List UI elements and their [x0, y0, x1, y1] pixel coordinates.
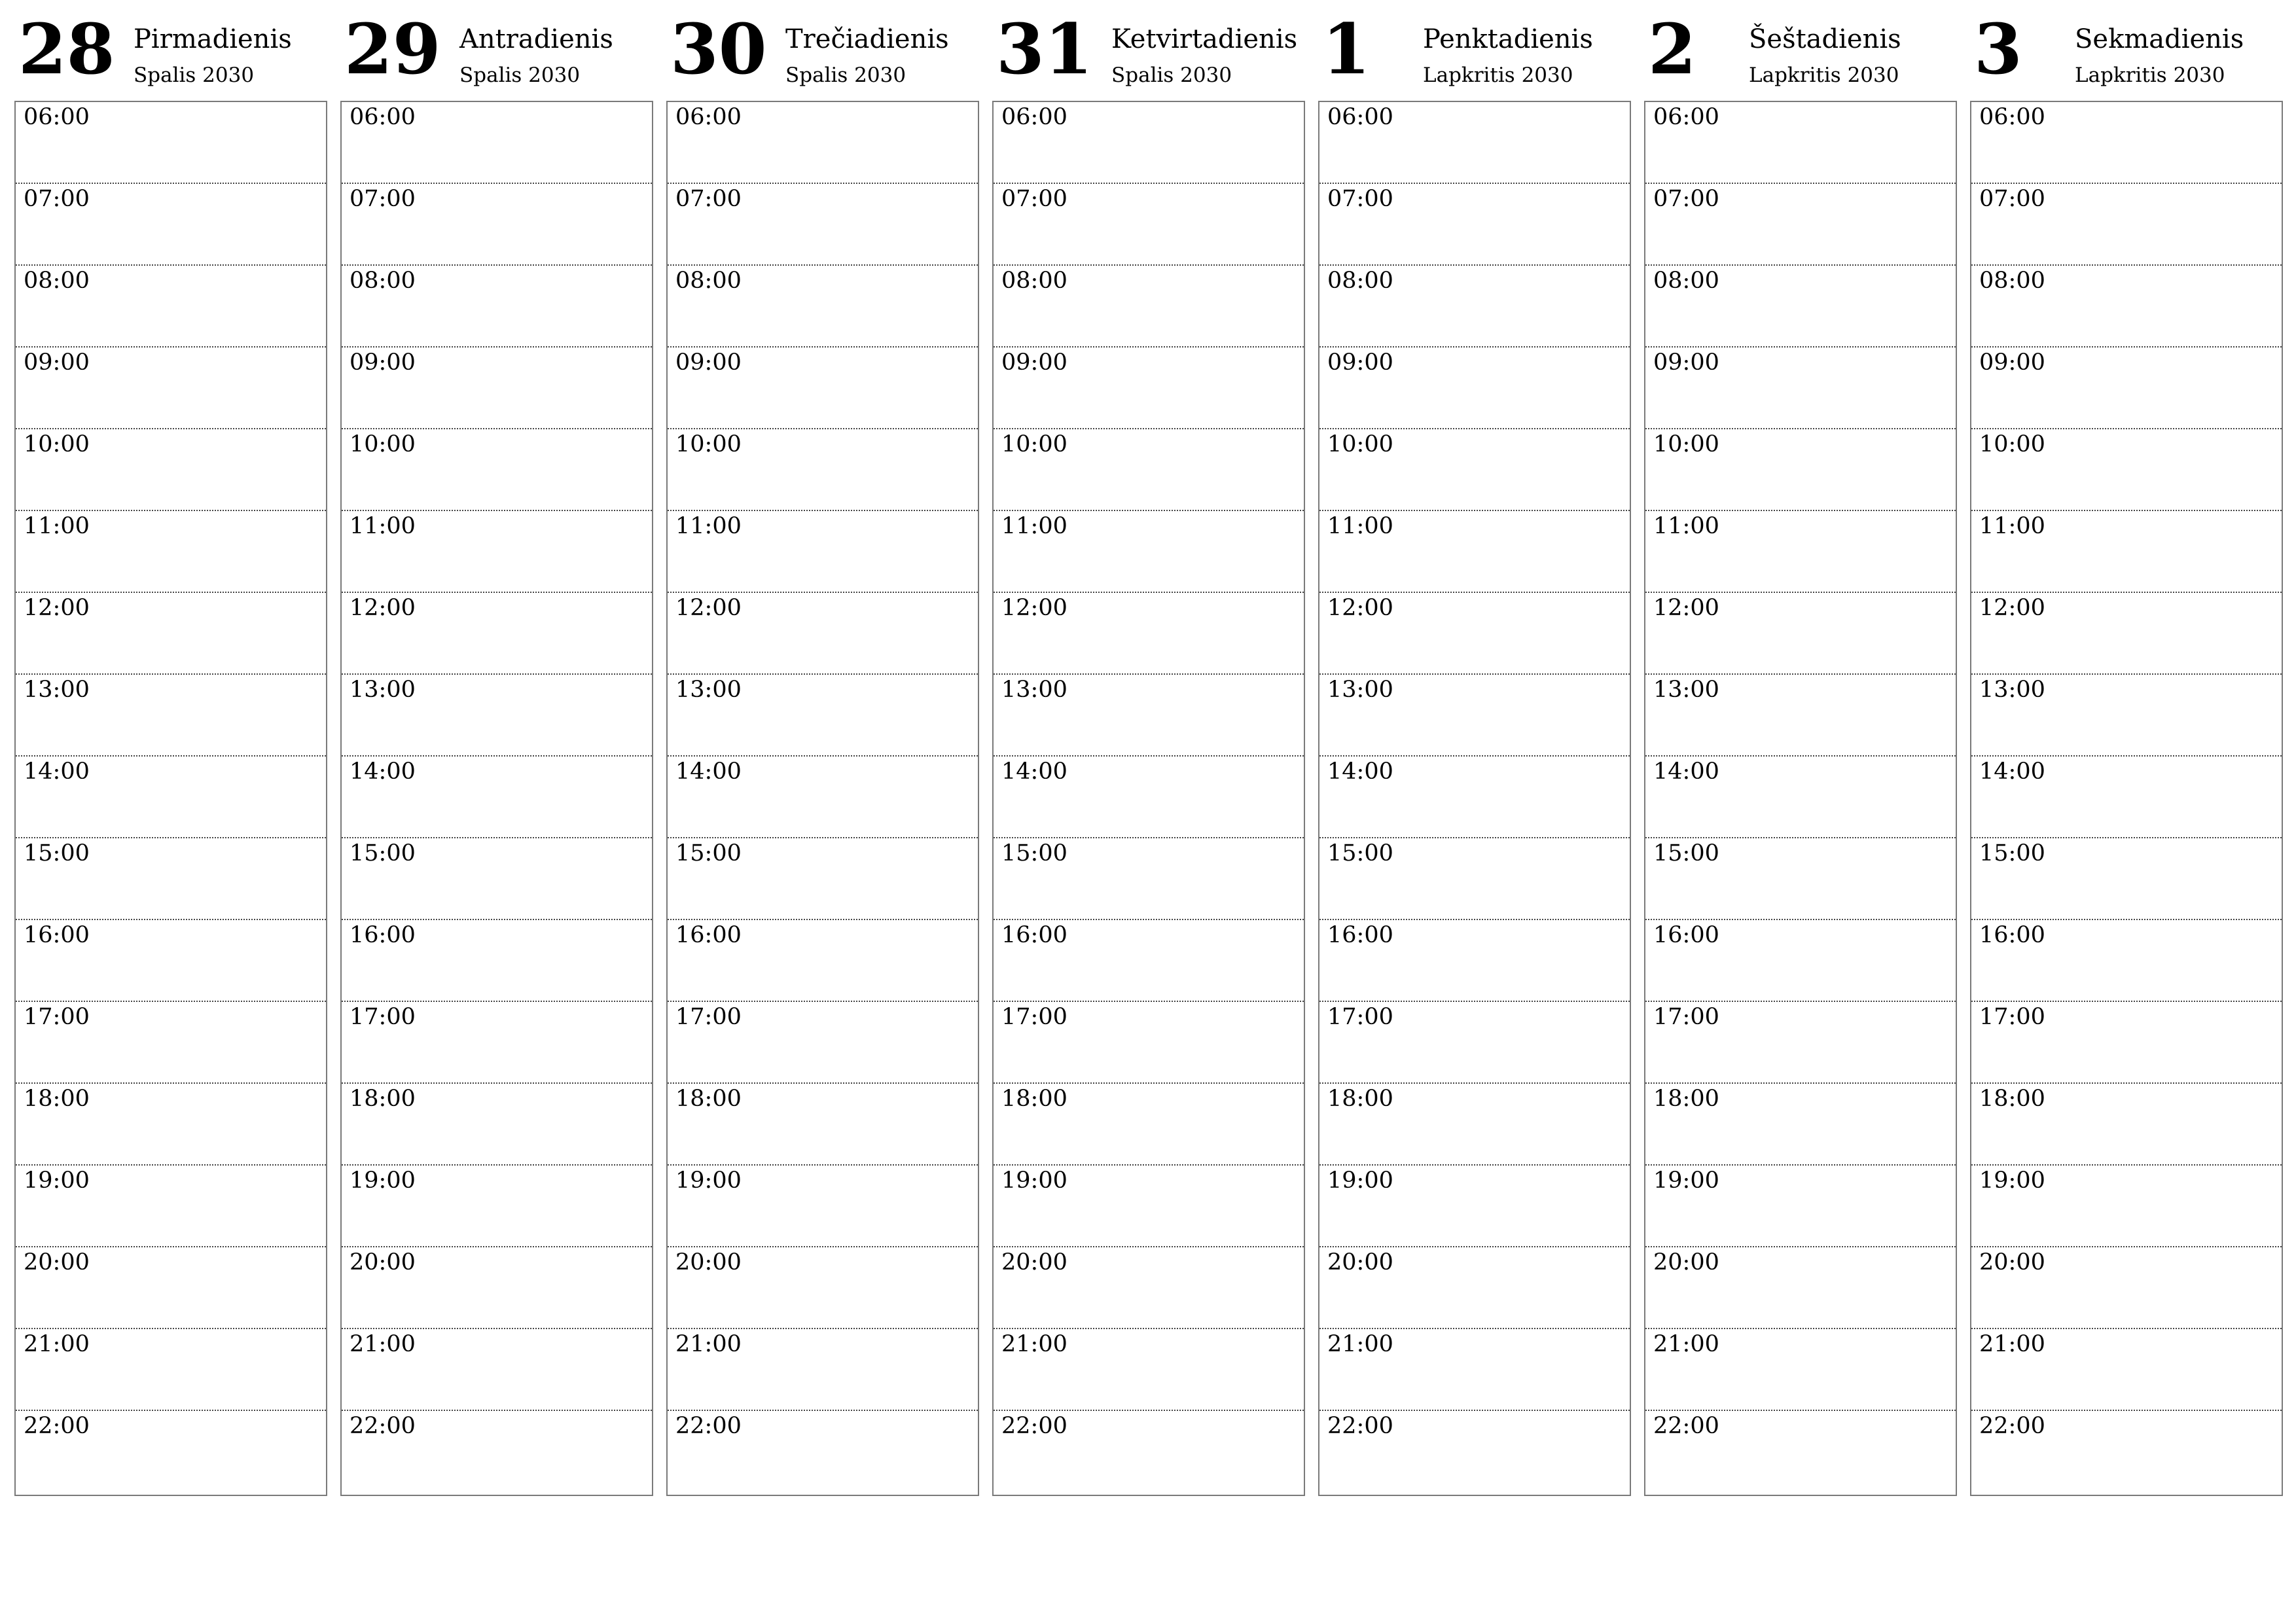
time-slot[interactable] — [1319, 919, 1630, 1002]
time-slot[interactable] — [1971, 1164, 2282, 1247]
time-label: 22:00 — [1979, 1413, 2045, 1439]
time-slot[interactable] — [994, 346, 1304, 429]
time-label: 22:00 — [350, 1413, 416, 1439]
time-label: 22:00 — [1653, 1413, 1719, 1439]
day-header — [666, 0, 979, 101]
time-slot[interactable] — [342, 1082, 652, 1166]
time-label: 19:00 — [1001, 1168, 1067, 1194]
time-slot[interactable] — [1645, 673, 1956, 757]
time-label: 18:00 — [350, 1086, 416, 1112]
time-slot[interactable] — [1645, 1082, 1956, 1166]
time-slot[interactable] — [994, 428, 1304, 511]
time-label: 14:00 — [1653, 758, 1719, 785]
time-label: 19:00 — [1979, 1168, 2045, 1194]
time-label: 06:00 — [1653, 104, 1719, 130]
time-slot[interactable] — [1645, 837, 1956, 920]
time-label: 10:00 — [675, 431, 742, 457]
time-slot[interactable] — [994, 102, 1304, 184]
time-label: 18:00 — [1653, 1086, 1719, 1112]
day-name: Antradienis — [459, 24, 613, 54]
time-slot[interactable] — [1645, 1410, 1956, 1493]
time-label: 07:00 — [1653, 186, 1719, 212]
time-label: 07:00 — [675, 186, 742, 212]
day-column — [1644, 0, 1957, 1439]
time-slot[interactable] — [1971, 1001, 2282, 1084]
time-slot[interactable] — [342, 1410, 652, 1493]
time-label: 20:00 — [24, 1249, 90, 1275]
time-label: 15:00 — [675, 840, 742, 866]
time-label: 21:00 — [24, 1331, 90, 1357]
time-label: 06:00 — [1001, 104, 1067, 130]
time-label: 09:00 — [24, 349, 90, 376]
day-month: Lapkritis 2030 — [1749, 63, 1899, 87]
time-label: 12:00 — [1327, 595, 1393, 621]
time-slot[interactable] — [1971, 837, 2282, 920]
time-label: 11:00 — [675, 513, 742, 539]
time-label: 22:00 — [24, 1413, 90, 1439]
time-slot[interactable] — [994, 837, 1304, 920]
day-header — [1970, 0, 2283, 101]
time-slot[interactable] — [668, 1410, 978, 1493]
day-number: 1 — [1322, 8, 1371, 90]
time-slot[interactable] — [1971, 428, 2282, 511]
time-label: 16:00 — [1001, 922, 1067, 948]
time-slot[interactable] — [1971, 919, 2282, 1002]
day-header — [14, 0, 327, 101]
time-slot[interactable] — [16, 510, 326, 593]
day-month: Spalis 2030 — [459, 63, 581, 87]
time-label: 18:00 — [1979, 1086, 2045, 1112]
time-label: 15:00 — [1979, 840, 2045, 866]
time-label: 19:00 — [1653, 1168, 1719, 1194]
time-label: 11:00 — [1327, 513, 1393, 539]
day-name: Trečiadienis — [785, 24, 949, 54]
time-slot[interactable] — [1971, 755, 2282, 838]
time-label: 14:00 — [1327, 758, 1393, 785]
time-label: 12:00 — [675, 595, 742, 621]
day-month: Spalis 2030 — [134, 63, 255, 87]
day-column — [1970, 0, 2283, 1439]
time-slot[interactable] — [16, 428, 326, 511]
time-label: 18:00 — [675, 1086, 742, 1112]
time-label: 21:00 — [350, 1331, 416, 1357]
time-slot[interactable] — [1645, 1164, 1956, 1247]
time-label: 09:00 — [1001, 349, 1067, 376]
time-slot[interactable] — [668, 428, 978, 511]
day-schedule-box — [992, 101, 1305, 1496]
time-slot[interactable] — [1971, 592, 2282, 675]
time-label: 20:00 — [1327, 1249, 1393, 1275]
time-slot[interactable] — [1971, 1246, 2282, 1329]
time-slot[interactable] — [1319, 755, 1630, 838]
day-number: 2 — [1648, 8, 1696, 90]
time-label: 14:00 — [675, 758, 742, 785]
day-name: Penktadienis — [1423, 24, 1593, 54]
day-schedule-box — [1970, 101, 2283, 1496]
time-label: 17:00 — [1001, 1004, 1067, 1030]
time-slot[interactable] — [342, 1001, 652, 1084]
time-label: 13:00 — [1979, 677, 2045, 703]
time-slot[interactable] — [668, 346, 978, 429]
time-slot[interactable] — [16, 346, 326, 429]
time-label: 08:00 — [24, 268, 90, 294]
time-slot[interactable] — [994, 1001, 1304, 1084]
time-label: 10:00 — [1979, 431, 2045, 457]
time-label: 18:00 — [1001, 1086, 1067, 1112]
time-slot[interactable] — [994, 510, 1304, 593]
time-label: 16:00 — [1653, 922, 1719, 948]
time-slot[interactable] — [1645, 919, 1956, 1002]
time-slot[interactable] — [16, 1410, 326, 1493]
day-header — [1318, 0, 1631, 101]
time-slot[interactable] — [668, 1001, 978, 1084]
time-label: 09:00 — [675, 349, 742, 376]
day-column — [666, 0, 979, 1439]
time-slot[interactable] — [1971, 183, 2282, 266]
time-label: 13:00 — [24, 677, 90, 703]
time-slot[interactable] — [1971, 264, 2282, 348]
time-label: 13:00 — [1001, 677, 1067, 703]
time-slot[interactable] — [16, 1001, 326, 1084]
time-slot[interactable] — [1971, 102, 2282, 184]
day-month: Lapkritis 2030 — [2075, 63, 2225, 87]
time-slot[interactable] — [16, 102, 326, 184]
time-label: 11:00 — [24, 513, 90, 539]
time-label: 07:00 — [24, 186, 90, 212]
time-label: 19:00 — [1327, 1168, 1393, 1194]
day-column — [14, 0, 327, 1439]
time-slot[interactable] — [668, 919, 978, 1002]
time-label: 19:00 — [350, 1168, 416, 1194]
time-label: 20:00 — [1001, 1249, 1067, 1275]
day-number: 3 — [1974, 8, 2022, 90]
day-column — [1318, 0, 1631, 1439]
day-name: Pirmadienis — [134, 24, 292, 54]
time-label: 16:00 — [350, 922, 416, 948]
time-slot[interactable] — [16, 755, 326, 838]
time-slot[interactable] — [1645, 1246, 1956, 1329]
time-label: 15:00 — [1327, 840, 1393, 866]
day-column — [992, 0, 1305, 1439]
time-slot[interactable] — [1319, 1164, 1630, 1247]
time-slot[interactable] — [994, 183, 1304, 266]
time-label: 20:00 — [675, 1249, 742, 1275]
time-label: 19:00 — [675, 1168, 742, 1194]
time-slot[interactable] — [342, 592, 652, 675]
time-slot[interactable] — [342, 673, 652, 757]
time-label: 12:00 — [1979, 595, 2045, 621]
time-slot[interactable] — [1645, 183, 1956, 266]
time-label: 20:00 — [1979, 1249, 2045, 1275]
time-label: 21:00 — [1979, 1331, 2045, 1357]
time-slot[interactable] — [342, 755, 652, 838]
time-label: 21:00 — [1001, 1331, 1067, 1357]
time-slot[interactable] — [1319, 1246, 1630, 1329]
time-slot[interactable] — [1645, 510, 1956, 593]
time-label: 12:00 — [350, 595, 416, 621]
day-name: Sekmadienis — [2075, 24, 2244, 54]
time-label: 15:00 — [1001, 840, 1067, 866]
time-slot[interactable] — [342, 837, 652, 920]
time-label: 17:00 — [1653, 1004, 1719, 1030]
time-label: 07:00 — [1001, 186, 1067, 212]
time-label: 22:00 — [675, 1413, 742, 1439]
time-slot[interactable] — [16, 264, 326, 348]
day-number: 30 — [670, 8, 767, 90]
time-slot[interactable] — [342, 102, 652, 184]
time-slot[interactable] — [1319, 1001, 1630, 1084]
time-label: 16:00 — [1979, 922, 2045, 948]
time-label: 14:00 — [350, 758, 416, 785]
time-label: 21:00 — [1653, 1331, 1719, 1357]
time-label: 13:00 — [1653, 677, 1719, 703]
time-slot[interactable] — [668, 183, 978, 266]
time-slot[interactable] — [1319, 264, 1630, 348]
time-slot[interactable] — [1645, 428, 1956, 511]
day-name: Šeštadienis — [1749, 24, 1901, 54]
time-label: 16:00 — [1327, 922, 1393, 948]
time-slot[interactable] — [668, 1246, 978, 1329]
day-month: Spalis 2030 — [1111, 63, 1232, 87]
time-slot[interactable] — [342, 1328, 652, 1411]
time-slot[interactable] — [1971, 1328, 2282, 1411]
time-slot[interactable] — [1971, 1410, 2282, 1493]
time-label: 14:00 — [24, 758, 90, 785]
time-label: 21:00 — [675, 1331, 742, 1357]
time-slot[interactable] — [16, 1164, 326, 1247]
day-schedule-box — [666, 101, 979, 1496]
time-slot[interactable] — [342, 183, 652, 266]
time-slot[interactable] — [1319, 837, 1630, 920]
day-column — [340, 0, 653, 1439]
time-slot[interactable] — [342, 510, 652, 593]
time-slot[interactable] — [1645, 1328, 1956, 1411]
day-schedule-box — [1318, 101, 1631, 1496]
time-label: 11:00 — [350, 513, 416, 539]
time-slot[interactable] — [1319, 673, 1630, 757]
time-label: 08:00 — [1653, 268, 1719, 294]
time-label: 10:00 — [350, 431, 416, 457]
day-number: 29 — [344, 8, 441, 90]
time-slot[interactable] — [1319, 102, 1630, 184]
time-slot[interactable] — [1971, 346, 2282, 429]
time-slot[interactable] — [994, 673, 1304, 757]
time-label: 11:00 — [1979, 513, 2045, 539]
time-label: 11:00 — [1001, 513, 1067, 539]
time-slot[interactable] — [16, 1246, 326, 1329]
time-slot[interactable] — [994, 1164, 1304, 1247]
time-label: 07:00 — [350, 186, 416, 212]
time-slot[interactable] — [668, 1328, 978, 1411]
day-schedule-box — [14, 101, 327, 1496]
time-slot[interactable] — [668, 264, 978, 348]
time-slot[interactable] — [1645, 1001, 1956, 1084]
time-label: 07:00 — [1979, 186, 2045, 212]
day-month: Lapkritis 2030 — [1423, 63, 1573, 87]
day-name: Ketvirtadienis — [1111, 24, 1298, 54]
time-slot[interactable] — [16, 673, 326, 757]
time-label: 19:00 — [24, 1168, 90, 1194]
time-label: 17:00 — [1327, 1004, 1393, 1030]
time-slot[interactable] — [994, 1082, 1304, 1166]
day-number: 31 — [996, 8, 1093, 90]
time-label: 10:00 — [1653, 431, 1719, 457]
time-slot[interactable] — [668, 755, 978, 838]
time-label: 17:00 — [675, 1004, 742, 1030]
time-slot[interactable] — [1319, 1328, 1630, 1411]
time-slot[interactable] — [1319, 183, 1630, 266]
time-slot[interactable] — [1971, 673, 2282, 757]
time-slot[interactable] — [16, 837, 326, 920]
day-schedule-box — [340, 101, 653, 1496]
time-slot[interactable] — [1319, 1410, 1630, 1493]
time-label: 10:00 — [24, 431, 90, 457]
time-slot[interactable] — [668, 1164, 978, 1247]
time-slot[interactable] — [1319, 1082, 1630, 1166]
time-slot[interactable] — [1319, 592, 1630, 675]
time-slot[interactable] — [994, 1410, 1304, 1493]
time-slot[interactable] — [1645, 346, 1956, 429]
time-label: 16:00 — [24, 922, 90, 948]
time-slot[interactable] — [16, 183, 326, 266]
day-header — [992, 0, 1305, 101]
time-label: 13:00 — [1327, 677, 1393, 703]
time-label: 12:00 — [1653, 595, 1719, 621]
time-label: 13:00 — [675, 677, 742, 703]
day-header — [1644, 0, 1957, 101]
time-slot[interactable] — [1319, 346, 1630, 429]
time-label: 09:00 — [1327, 349, 1393, 376]
time-slot[interactable] — [994, 919, 1304, 1002]
time-slot[interactable] — [994, 1246, 1304, 1329]
time-label: 18:00 — [24, 1086, 90, 1112]
time-label: 17:00 — [24, 1004, 90, 1030]
time-slot[interactable] — [342, 919, 652, 1002]
time-label: 06:00 — [675, 104, 742, 130]
time-slot[interactable] — [342, 1246, 652, 1329]
time-label: 12:00 — [1001, 595, 1067, 621]
day-header — [340, 0, 653, 101]
time-label: 21:00 — [1327, 1331, 1393, 1357]
time-slot[interactable] — [1971, 1082, 2282, 1166]
time-label: 20:00 — [350, 1249, 416, 1275]
day-schedule-box — [1644, 101, 1957, 1496]
time-slot[interactable] — [342, 346, 652, 429]
time-label: 09:00 — [1979, 349, 2045, 376]
time-label: 22:00 — [1327, 1413, 1393, 1439]
time-slot[interactable] — [1645, 264, 1956, 348]
time-label: 16:00 — [675, 922, 742, 948]
time-slot[interactable] — [1971, 510, 2282, 593]
time-slot[interactable] — [342, 428, 652, 511]
time-label: 13:00 — [350, 677, 416, 703]
time-label: 08:00 — [675, 268, 742, 294]
time-label: 07:00 — [1327, 186, 1393, 212]
time-label: 06:00 — [350, 104, 416, 130]
time-label: 15:00 — [350, 840, 416, 866]
time-slot[interactable] — [1319, 510, 1630, 593]
time-label: 12:00 — [24, 595, 90, 621]
time-slot[interactable] — [16, 919, 326, 1002]
time-label: 11:00 — [1653, 513, 1719, 539]
time-label: 08:00 — [350, 268, 416, 294]
time-label: 15:00 — [1653, 840, 1719, 866]
time-label: 06:00 — [1327, 104, 1393, 130]
time-slot[interactable] — [16, 592, 326, 675]
time-slot[interactable] — [342, 264, 652, 348]
time-label: 08:00 — [1001, 268, 1067, 294]
time-label: 18:00 — [1327, 1086, 1393, 1112]
time-label: 14:00 — [1979, 758, 2045, 785]
time-slot[interactable] — [668, 837, 978, 920]
time-label: 08:00 — [1327, 268, 1393, 294]
time-label: 17:00 — [350, 1004, 416, 1030]
time-slot[interactable] — [1645, 755, 1956, 838]
time-slot[interactable] — [668, 102, 978, 184]
day-month: Spalis 2030 — [785, 63, 906, 87]
time-label: 08:00 — [1979, 268, 2045, 294]
time-slot[interactable] — [668, 673, 978, 757]
time-slot[interactable] — [16, 1328, 326, 1411]
time-slot[interactable] — [668, 592, 978, 675]
time-label: 10:00 — [1327, 431, 1393, 457]
time-slot[interactable] — [1319, 428, 1630, 511]
time-slot[interactable] — [16, 1082, 326, 1166]
time-label: 09:00 — [1653, 349, 1719, 376]
time-slot[interactable] — [1645, 102, 1956, 184]
time-slot[interactable] — [994, 592, 1304, 675]
time-label: 17:00 — [1979, 1004, 2045, 1030]
time-label: 10:00 — [1001, 431, 1067, 457]
time-slot[interactable] — [668, 1082, 978, 1166]
time-slot[interactable] — [668, 510, 978, 593]
time-label: 06:00 — [24, 104, 90, 130]
time-label: 14:00 — [1001, 758, 1067, 785]
time-label: 22:00 — [1001, 1413, 1067, 1439]
time-slot[interactable] — [994, 264, 1304, 348]
time-slot[interactable] — [342, 1164, 652, 1247]
time-label: 09:00 — [350, 349, 416, 376]
time-label: 20:00 — [1653, 1249, 1719, 1275]
time-label: 06:00 — [1979, 104, 2045, 130]
time-slot[interactable] — [994, 755, 1304, 838]
time-slot[interactable] — [1645, 592, 1956, 675]
time-label: 15:00 — [24, 840, 90, 866]
time-slot[interactable] — [994, 1328, 1304, 1411]
day-number: 28 — [18, 8, 115, 90]
